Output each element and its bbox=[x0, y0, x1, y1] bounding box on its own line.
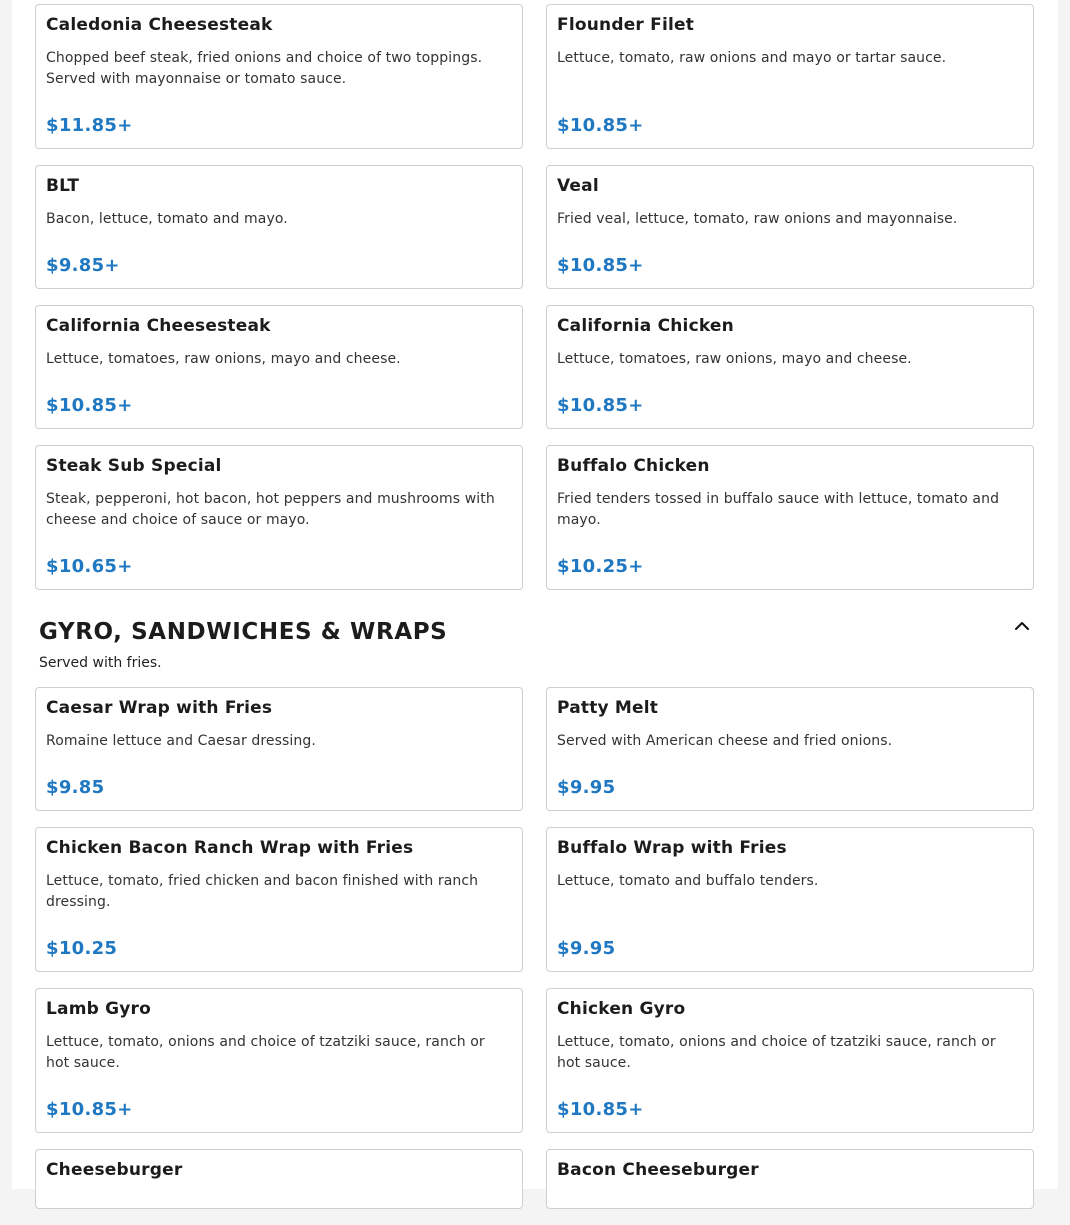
menu-item-card[interactable] bbox=[546, 445, 1034, 590]
menu-item-card[interactable] bbox=[546, 687, 1034, 811]
menu-item-description: Served with American cheese and fried onions. bbox=[557, 733, 893, 749]
menu-item-title: Flounder Filet bbox=[557, 15, 695, 35]
menu-item-description: Chopped beef steak, fried onions and choice of two toppings. Served with mayonnaise or tomato sauce. bbox=[46, 50, 483, 87]
menu-items-grid bbox=[35, 4, 1034, 606]
menu-row bbox=[35, 988, 1034, 1133]
menu-item-card[interactable] bbox=[35, 827, 523, 972]
menu-item-price: $10.85+ bbox=[557, 115, 644, 136]
menu-item-card[interactable] bbox=[35, 4, 523, 149]
menu-item-card[interactable] bbox=[546, 305, 1034, 429]
menu-item-card[interactable] bbox=[546, 827, 1034, 972]
menu-item-title: Chicken Bacon Ranch Wrap with Fries bbox=[46, 838, 414, 858]
menu-item-description: Lettuce, tomato, onions and choice of tzatziki sauce, ranch or hot sauce. bbox=[557, 1034, 996, 1071]
menu-item-title: Buffalo Chicken bbox=[557, 456, 710, 476]
menu-item-price: $10.85+ bbox=[46, 395, 133, 416]
menu-item-description: Bacon, lettuce, tomato and mayo. bbox=[46, 211, 288, 227]
menu-row bbox=[35, 1149, 1034, 1209]
menu-item-description: Lettuce, tomato, fried chicken and bacon finished with ranch dressing. bbox=[46, 873, 479, 910]
menu-item-description: Lettuce, tomato, onions and choice of tzatziki sauce, ranch or hot sauce. bbox=[46, 1034, 485, 1071]
menu-row bbox=[35, 4, 1034, 149]
menu-item-price: $10.65+ bbox=[46, 556, 133, 577]
menu-item-description: Fried tenders tossed in buffalo sauce with lettuce, tomato and mayo. bbox=[557, 491, 1000, 528]
menu-row bbox=[35, 827, 1034, 972]
menu-item-price: $10.25 bbox=[46, 938, 118, 959]
menu-item-title: California Chicken bbox=[557, 316, 734, 336]
menu-item-price: $9.95 bbox=[557, 777, 616, 798]
menu-item-price: $10.25+ bbox=[557, 556, 644, 577]
menu-item-price: $10.85+ bbox=[557, 395, 644, 416]
menu-item-card[interactable] bbox=[35, 687, 523, 811]
menu-item-card[interactable] bbox=[546, 4, 1034, 149]
menu-item-title: Lamb Gyro bbox=[46, 999, 152, 1019]
menu-row bbox=[35, 687, 1034, 811]
menu-item-title: California Cheesesteak bbox=[46, 316, 271, 336]
menu-item-title: Caledonia Cheesesteak bbox=[46, 15, 273, 35]
menu-item-title: Buffalo Wrap with Fries bbox=[557, 838, 787, 858]
menu-item-description: Lettuce, tomatoes, raw onions, mayo and cheese. bbox=[557, 351, 912, 367]
menu-item-title: BLT bbox=[46, 176, 80, 196]
menu-items-grid bbox=[35, 687, 1034, 1225]
menu-item-title: Cheeseburger bbox=[46, 1160, 183, 1180]
menu-row bbox=[35, 165, 1034, 289]
menu-item-description: Romaine lettuce and Caesar dressing. bbox=[46, 733, 316, 749]
menu-item-description: Fried veal, lettuce, tomato, raw onions and mayonnaise. bbox=[557, 211, 958, 227]
menu-item-card[interactable] bbox=[35, 305, 523, 429]
section-subtitle: Served with fries. bbox=[39, 655, 162, 671]
menu-item-price: $10.85+ bbox=[46, 1099, 133, 1120]
menu-item-card[interactable] bbox=[546, 1149, 1034, 1209]
menu-item-card[interactable] bbox=[35, 165, 523, 289]
menu-row bbox=[35, 445, 1034, 590]
menu-item-title: Bacon Cheeseburger bbox=[557, 1160, 759, 1180]
menu-item-card[interactable] bbox=[35, 445, 523, 590]
menu-item-price: $9.85+ bbox=[46, 255, 120, 276]
menu-item-card[interactable] bbox=[35, 1149, 523, 1209]
menu-item-price: $11.85+ bbox=[46, 115, 133, 136]
menu-item-title: Patty Melt bbox=[557, 698, 659, 718]
menu-item-description: Steak, pepperoni, hot bacon, hot peppers and mushrooms with cheese and choice of sauce or mayo. bbox=[46, 491, 495, 528]
menu-item-title: Veal bbox=[557, 176, 599, 196]
menu-item-description: Lettuce, tomato and buffalo tenders. bbox=[557, 873, 819, 889]
menu-item-price: $10.85+ bbox=[557, 255, 644, 276]
menu-item-description: Lettuce, tomato, raw onions and mayo or tartar sauce. bbox=[557, 50, 947, 66]
menu-item-title: Caesar Wrap with Fries bbox=[46, 698, 273, 718]
menu-item-price: $9.95 bbox=[557, 938, 616, 959]
menu-item-price: $10.85+ bbox=[557, 1099, 644, 1120]
menu-item-card[interactable] bbox=[35, 988, 523, 1133]
menu-item-description: Lettuce, tomatoes, raw onions, mayo and cheese. bbox=[46, 351, 401, 367]
section-header-gyro bbox=[39, 614, 1034, 678]
collapse-section-button[interactable] bbox=[1010, 614, 1034, 638]
menu-item-card[interactable] bbox=[546, 165, 1034, 289]
menu-item-card[interactable] bbox=[546, 988, 1034, 1133]
menu-item-price: $9.85 bbox=[46, 777, 105, 798]
menu-page bbox=[12, 0, 1058, 1189]
menu-item-title: Chicken Gyro bbox=[557, 999, 686, 1019]
chevron-up-icon bbox=[1014, 621, 1030, 631]
section-title: GYRO, SANDWICHES & WRAPS bbox=[39, 619, 448, 645]
menu-row bbox=[35, 305, 1034, 429]
menu-item-title: Steak Sub Special bbox=[46, 456, 222, 476]
